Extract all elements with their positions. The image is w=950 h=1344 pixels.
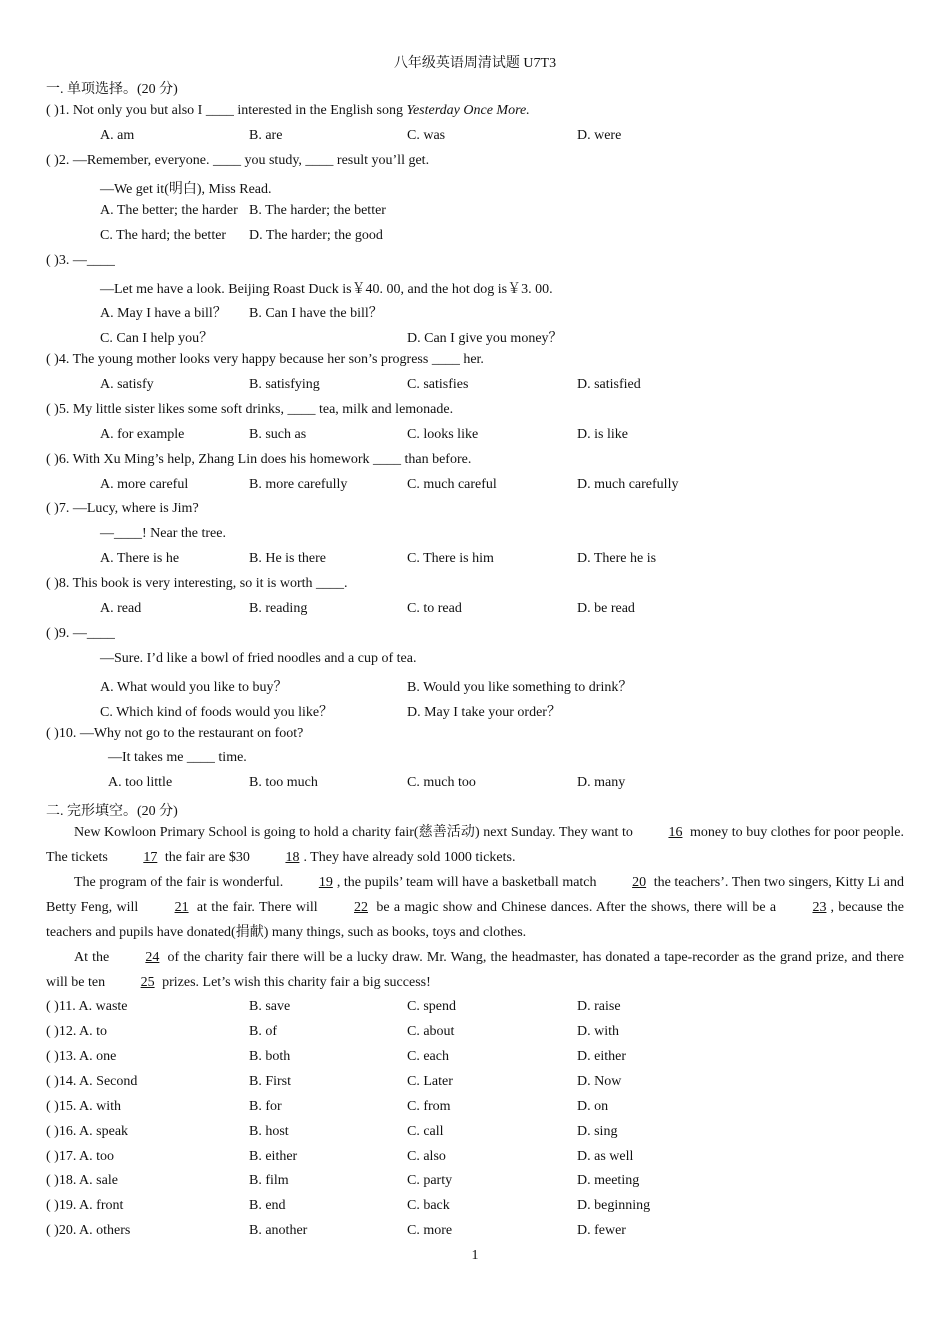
- cloze-option-a: ( )11. A. waste: [46, 999, 128, 1014]
- question-6: [0, 452, 950, 472]
- blank-20: 20: [632, 875, 647, 890]
- passage-text: prizes. Let’s wish this charity fair a big success!: [158, 975, 431, 990]
- option-c: C. much careful: [407, 477, 497, 492]
- cloze-option-d: D. on: [577, 1099, 609, 1114]
- option-a: A. There is he: [100, 551, 180, 566]
- question-stem: ( )2. —Remember, everyone. ____ you study, ____ result you’ll get.: [46, 153, 430, 168]
- cloze-option-d: D. beginning: [577, 1198, 651, 1213]
- option-b: B. Can I have the bill？: [249, 306, 383, 321]
- cloze-option-d: D. meeting: [577, 1173, 640, 1188]
- passage-text: the fair are $30: [161, 850, 254, 865]
- passage-text: The program of the fair is wonderful.: [74, 875, 287, 890]
- passage-text: be a magic show and Chinese dances. After the shows, there will be a: [372, 900, 781, 915]
- blank-19: 19: [318, 875, 333, 890]
- passage-text: of the charity fair there will be a lucky draw. Mr. Wang, the headmaster, has donated a tape-recorder as the grand prize, and there will be ten: [46, 950, 904, 990]
- cloze-option-a: ( )19. A. front: [46, 1198, 124, 1213]
- cloze-row-15: [0, 1099, 950, 1119]
- question-8: [0, 576, 950, 596]
- dialogue-line: —Let me have a look. Beijing Roast Duck is￥40. 00, and the hot dog is￥3. 00.: [100, 282, 553, 297]
- question-2: [0, 153, 950, 173]
- question-7-response: [0, 526, 950, 546]
- passage-text: New Kowloon Primary School is going to hold a charity fair(慈善活动) next Sunday. They want to: [74, 825, 637, 840]
- cloze-option-d: D. raise: [577, 999, 621, 1014]
- cloze-option-a: ( )17. A. too: [46, 1149, 115, 1164]
- option-d: D. much carefully: [577, 477, 679, 492]
- cloze-option-b: B. end: [249, 1198, 286, 1213]
- passage-text: , because the teachers and pupils have donated(捐献) many things, such as books, toys and clothes.: [46, 900, 904, 940]
- options-8: [0, 601, 950, 621]
- question-stem: ( )4. The young mother looks very happy because her son’s progress ____ her.: [46, 352, 484, 367]
- cloze-option-c: C. call: [407, 1124, 444, 1139]
- option-c: C. much too: [407, 775, 476, 790]
- cloze-option-b: B. save: [249, 999, 291, 1014]
- question-10: [0, 726, 950, 746]
- option-d: D. Can I give you money？: [407, 331, 563, 346]
- blank-17: 17: [143, 850, 158, 865]
- question-stem: ( )3. —____: [46, 253, 115, 268]
- passage-text: the teachers’. Then two singers, Kitty Li and Betty Feng, will: [46, 875, 904, 915]
- question-2-response: [0, 178, 950, 198]
- options-3a: [0, 302, 950, 322]
- blank-16: 16: [668, 825, 683, 840]
- question-stem: ( )6. With Xu Ming’s help, Zhang Lin does his homework ____ than before.: [46, 452, 472, 467]
- cloze-option-c: C. Later: [407, 1074, 453, 1089]
- option-d: D. were: [577, 128, 622, 143]
- option-c: C. satisfies: [407, 377, 469, 392]
- blank-25: 25: [140, 975, 155, 990]
- cloze-option-a: ( )15. A. with: [46, 1099, 122, 1114]
- blank-18: 18: [285, 850, 300, 865]
- cloze-row-14: [0, 1074, 950, 1094]
- cloze-option-a: ( )12. A. to: [46, 1024, 108, 1039]
- option-c: C. was: [407, 128, 446, 143]
- option-b: B. are: [249, 128, 283, 143]
- cloze-option-d: D. with: [577, 1024, 619, 1039]
- question-7: [0, 501, 950, 521]
- cloze-option-c: C. more: [407, 1223, 453, 1238]
- cloze-option-b: B. film: [249, 1173, 289, 1188]
- options-10: [0, 775, 950, 795]
- option-c: C. Which kind of foods would you like？: [100, 705, 334, 720]
- question-4: [0, 352, 950, 372]
- blank-21: 21: [174, 900, 189, 915]
- option-c: C. looks like: [407, 427, 479, 442]
- passage-paragraph-2: [46, 870, 904, 945]
- question-3: [0, 253, 950, 273]
- question-1: [0, 103, 950, 123]
- cloze-row-12: [0, 1024, 950, 1044]
- option-a: A. read: [100, 601, 142, 616]
- cloze-row-16: [0, 1124, 950, 1144]
- option-d: D. be read: [577, 601, 635, 616]
- option-b: B. satisfying: [249, 377, 320, 392]
- cloze-option-c: C. back: [407, 1198, 450, 1213]
- option-c: C. Can I help you？: [100, 331, 214, 346]
- options-9b: [0, 701, 950, 721]
- cloze-option-c: C. spend: [407, 999, 456, 1014]
- cloze-row-13: [0, 1049, 950, 1069]
- options-9a: [0, 676, 950, 696]
- cloze-row-19: [0, 1198, 950, 1218]
- cloze-option-c: C. each: [407, 1049, 449, 1064]
- options-5: [0, 427, 950, 447]
- option-a: A. more careful: [100, 477, 189, 492]
- song-title: Yesterday Once More.: [406, 103, 530, 118]
- cloze-row-18: [0, 1173, 950, 1193]
- cloze-option-a: ( )13. A. one: [46, 1049, 117, 1064]
- option-d: D. many: [577, 775, 626, 790]
- option-d: D. May I take your order？: [407, 705, 561, 720]
- blank-23: 23: [812, 900, 827, 915]
- cloze-option-b: B. either: [249, 1149, 298, 1164]
- options-3b: [0, 327, 950, 347]
- option-b: B. He is there: [249, 551, 326, 566]
- cloze-option-b: B. First: [249, 1074, 292, 1089]
- option-b: B. such as: [249, 427, 307, 442]
- option-a: A. What would you like to buy？: [100, 680, 288, 695]
- option-b: B. Would you like something to drink？: [407, 680, 633, 695]
- page-title: 八年级英语周清试题 U7T3: [393, 56, 557, 71]
- options-2b: [0, 228, 950, 248]
- cloze-option-b: B. for: [249, 1099, 282, 1114]
- dialogue-line: —We get it(明白), Miss Read.: [100, 182, 272, 197]
- options-1: [0, 128, 950, 148]
- cloze-option-b: B. both: [249, 1049, 291, 1064]
- passage-text: , the pupils’ team will have a basketball match: [336, 875, 601, 890]
- cloze-row-20: [0, 1223, 950, 1243]
- passage-paragraph-1: [46, 820, 904, 870]
- question-stem: ( )5. My little sister likes some soft drinks, ____ tea, milk and lemonade.: [46, 402, 454, 417]
- option-b: B. more carefully: [249, 477, 348, 492]
- options-6: [0, 477, 950, 497]
- section-heading-1: 一. 单项选择。(20 分): [46, 82, 178, 97]
- passage-paragraph-3: [46, 945, 904, 995]
- option-d: D. satisfied: [577, 377, 641, 392]
- option-a: A. The better; the harder: [100, 203, 238, 218]
- cloze-option-c: C. from: [407, 1099, 451, 1114]
- cloze-row-11: [0, 999, 950, 1019]
- blank-24: 24: [145, 950, 160, 965]
- dialogue-line: —____! Near the tree.: [100, 526, 226, 541]
- cloze-option-d: D. Now: [577, 1074, 622, 1089]
- question-9: [0, 626, 950, 646]
- question-stem: ( )9. —____: [46, 626, 115, 641]
- option-b: B. too much: [249, 775, 318, 790]
- option-a: A. am: [100, 128, 135, 143]
- cloze-option-b: B. of: [249, 1024, 277, 1039]
- section-heading-2: 二. 完形填空。(20 分): [46, 804, 178, 819]
- cloze-option-c: C. about: [407, 1024, 455, 1039]
- cloze-option-a: ( )20. A. others: [46, 1223, 131, 1238]
- cloze-option-a: ( )14. A. Second: [46, 1074, 138, 1089]
- option-d: D. The harder; the good: [249, 228, 383, 243]
- cloze-option-a: ( )16. A. speak: [46, 1124, 129, 1139]
- options-2a: [0, 203, 950, 223]
- option-d: D. is like: [577, 427, 628, 442]
- question-stem: ( )1. Not only you but also I ____ interested in the English song: [46, 103, 407, 118]
- cloze-passage: [46, 820, 904, 995]
- options-4: [0, 377, 950, 397]
- question-10-response: [0, 750, 950, 770]
- question-9-response: [0, 651, 950, 671]
- blank-22: 22: [354, 900, 368, 915]
- question-5: [0, 402, 950, 422]
- cloze-option-d: D. fewer: [577, 1223, 626, 1238]
- question-stem: ( )8. This book is very interesting, so it is worth ____.: [46, 576, 348, 591]
- option-b: B. The harder; the better: [249, 203, 386, 218]
- cloze-option-c: C. also: [407, 1149, 446, 1164]
- question-stem: ( )7. —Lucy, where is Jim?: [46, 501, 199, 516]
- option-a: A. May I have a bill？: [100, 306, 227, 321]
- cloze-option-b: B. another: [249, 1223, 308, 1238]
- option-c: C. There is him: [407, 551, 494, 566]
- cloze-row-17: [0, 1149, 950, 1169]
- options-7: [0, 551, 950, 571]
- cloze-option-a: ( )18. A. sale: [46, 1173, 118, 1188]
- cloze-option-c: C. party: [407, 1173, 453, 1188]
- option-a: A. too little: [108, 775, 173, 790]
- option-d: D. There he is: [577, 551, 657, 566]
- page-number: 1: [471, 1248, 479, 1263]
- option-c: C. The hard; the better: [100, 228, 227, 243]
- cloze-option-d: D. sing: [577, 1124, 618, 1139]
- cloze-option-d: D. as well: [577, 1149, 634, 1164]
- passage-text: money to buy clothes for poor people. The tickets: [46, 825, 904, 865]
- cloze-option-d: D. either: [577, 1049, 626, 1064]
- passage-text: . They have already sold 1000 tickets.: [303, 850, 516, 865]
- question-3-response: [0, 278, 950, 298]
- dialogue-line: —Sure. I’d like a bowl of fried noodles and a cup of tea.: [100, 651, 417, 666]
- passage-text: At the: [74, 950, 114, 965]
- option-c: C. to read: [407, 601, 462, 616]
- cloze-option-b: B. host: [249, 1124, 289, 1139]
- option-a: A. for example: [100, 427, 185, 442]
- passage-text: at the fair. There will: [192, 900, 322, 915]
- question-stem: ( )10. —Why not go to the restaurant on foot?: [46, 726, 304, 741]
- option-b: B. reading: [249, 601, 308, 616]
- dialogue-line: —It takes me ____ time.: [108, 750, 247, 765]
- option-a: A. satisfy: [100, 377, 154, 392]
